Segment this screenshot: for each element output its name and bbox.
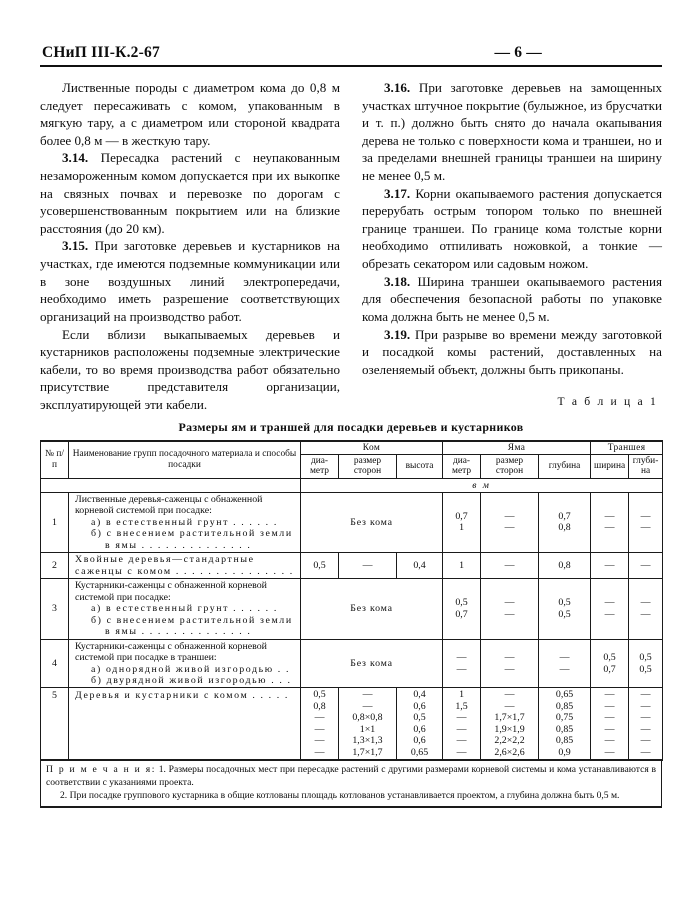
yama-diameter-cell [443,492,481,552]
trench-depth-cell [629,579,663,639]
value: 1,5 [455,700,468,712]
value: 2,6×2,6 [494,746,525,758]
value: 0,65 [555,689,574,701]
value: — [504,522,515,534]
paragraph-number: 3.16. [384,80,411,95]
body-columns [40,79,662,414]
value: 0,5 [413,712,426,724]
trench-depth-cell [629,639,663,688]
value: — [640,746,651,758]
row-name-sub: а) однорядной живой изгородью . . [91,663,291,675]
table-label: Т а б л и ц а 1 [557,395,658,409]
value: 0,5 [639,663,652,675]
value: — [604,510,615,522]
header-yama-depth: глубина [539,454,591,478]
value: — [604,746,615,758]
value: 0,8×0,8 [352,712,383,724]
table-row [41,553,663,579]
header-group-kom: Ком [301,441,443,455]
table-row [41,579,663,639]
table-row [41,688,663,760]
row-name-main: Кустарники-саженцы с обнаженной корневой системой при посадке в траншеи: [75,640,267,664]
value: 0,75 [555,712,574,724]
right-text-column [362,79,662,414]
header-trench-depth: глуби- на [629,454,663,478]
value: 0,85 [555,723,574,735]
kom-sides-cell [339,688,397,760]
value: — [314,712,325,724]
paragraph-text: Корни окапываемого растения допускается перерубать острым топором только по внешней границе траншеи. По границе кома толстые корни необходимо отпиливать ножовкой, а тонкие — обрезать секатором или садовым ножом. [362,185,662,272]
row-name-sub: а) в естественный грунт . . . . . . [91,516,278,528]
value: 0,5 [558,597,571,609]
value: — [604,712,615,724]
paragraph-number: 3.19. [384,326,411,342]
header-yama-sides: размер сторон [481,454,539,478]
page-number: — 6 — [494,44,542,61]
value: — [314,735,325,747]
value: — [640,735,651,747]
value: — [456,652,467,664]
yama-sides-cell [481,579,539,639]
trench-depth-cell [629,492,663,552]
value: — [604,597,615,609]
row-name-sub: б) с внесением растительной земли в ямы . . . . . . . . . . . . . . [91,528,293,551]
notes-lead-label: П р и м е ч а н и я: [46,764,156,776]
yama-depth-cell: 0,8 [539,553,591,579]
paragraph-3-16 [362,79,662,185]
value: 1,7×1,7 [352,746,383,758]
running-head [40,44,662,62]
note-first-line [46,764,656,789]
row-material-name [69,579,301,639]
trench-width-cell [591,579,629,639]
table-header-groups [41,441,663,455]
value: — [604,723,615,735]
trench-width-cell [591,492,629,552]
value: — [504,597,515,609]
value: 1 [459,689,464,701]
value: — [456,663,467,675]
value: 0,5 [603,652,616,664]
value: 1,9×1,9 [494,723,525,735]
value: — [640,689,651,701]
kom-not-applicable: Без кома [301,639,443,688]
yama-depth-cell [539,579,591,639]
row-name-sub: б) с внесением растительной земли в ямы . . . . . . . . . . . . . . [91,614,293,638]
yama-diameter-cell: 1 [443,553,481,579]
row-material-name [69,492,301,552]
header-kom-height: высота [397,454,443,478]
value: — [604,735,615,747]
row-name-main: Кустарники-саженцы с обнаженной корневой системой при посадке: [75,580,267,603]
paragraph-number: 3.18. [384,273,411,289]
value: 1,3×1,3 [352,735,383,747]
note-1-text: 1. Размеры посадочных мест при пересадке растений с другими размерами корневой системы и кома устанавливаются в соответствии с указаниями проекта. [46,764,656,788]
row-name-sub: а) в естественный грунт . . . . . . [91,603,278,615]
row-number: 3 [41,579,69,639]
row-name-sub: б) двурядной живой изгородью . . . [91,675,292,686]
value: — [362,700,373,712]
header-group-trench: Траншея [591,441,663,455]
value: 0,5 [558,608,571,620]
value: — [640,522,651,534]
paragraph-3-18 [362,273,662,326]
value: — [604,608,615,620]
paragraph-text: Если вблизи выкапываемых деревьев и кустарников расположены подземные электрические кабели, то во время производства работ обязательно присутствие представителя организации, эксплуатирующей эти кабели. [40,326,340,412]
paragraph-number: 3.17. [384,185,411,201]
paragraph-text: Пересадка растений с неупакованным незамороженным комом допускается при их выкопке на связных почвах и перевозке по дорогам с усовершенствованным покрытием или на близкие расстояния (до 20 км). [40,150,340,236]
yama-depth-cell [539,688,591,760]
header-kom-diameter: диа- метр [301,454,339,478]
value: 0,5 [639,652,652,664]
row-number: 4 [41,639,69,688]
table-title: Размеры ям и траншей для посадки деревьев и кустарников [178,419,524,434]
value: — [640,723,651,735]
note-2-text: 2. При посадке группового кустарника в общие котлованы площадь котлованов устанавливается проектом, а глубина должна быть 0,5 м. [60,789,620,801]
value: 0,5 [313,689,326,701]
paragraph-cables [40,326,340,414]
header-yama-diameter: диа- метр [443,454,481,478]
table-row [41,492,663,552]
value: — [559,652,570,664]
trench-width-cell: — [591,553,629,579]
value: — [604,522,615,534]
value: 0,85 [555,735,574,747]
left-text-column [40,79,340,414]
value: 0,7 [455,510,468,522]
value: 0,6 [413,700,426,712]
value: 2,2×2,2 [494,735,525,747]
row-number: 5 [41,688,69,760]
value: — [504,652,515,664]
value: 0,6 [413,735,426,747]
trench-depth-cell: — [629,553,663,579]
value: — [640,608,651,620]
value: — [314,746,325,758]
value: 0,8 [558,522,571,534]
value: 1 [459,522,464,534]
paragraph-number: 3.14. [62,150,89,166]
table-notes [40,761,662,808]
value: — [604,689,615,701]
paragraph-text: Ширина траншеи окапываемого растения для обеспечения безопасной работы по упаковке кома должна быть не менее 0,5 м. [362,273,662,324]
units-label: в м [301,478,663,492]
table-units-row [41,478,663,492]
kom-not-applicable: Без кома [301,492,443,552]
value: 0,9 [558,746,571,758]
value: — [604,700,615,712]
yama-diameter-cell [443,579,481,639]
kom-height-cell [397,688,443,760]
value: 1,7×1,7 [494,712,525,724]
value: 0,8 [313,700,326,712]
paragraph-text: При заготовке деревьев на замощенных участках штучное покрытие (булыжное, из брусчатки и т. п.) должно быть снято до начала окапывания дерева не только с поверхности кома и траншеи, но и за пределами внешней границы траншеи на ширину не менее 0,5 м. [362,80,662,184]
paragraph-number: 3.15. [62,238,89,254]
row-name-main: Деревья и кустарники с комом . . . . . [75,690,289,702]
value: — [640,700,651,712]
value: — [504,608,515,620]
value: — [456,723,467,735]
header-kom-sides: размер сторон [339,454,397,478]
value: — [456,712,467,724]
paragraph-text: При разрыве во времени между заготовкой и посадкой комы растений, доставленных на озеленяемый объект, должны быть прикопаны. [362,326,663,377]
value: — [504,510,515,522]
document-code: СНиП III-К.2-67 [42,44,160,61]
yama-depth-cell [539,492,591,552]
kom-not-applicable: Без кома [301,579,443,639]
kom-diameter-cell [301,688,339,760]
yama-sides-cell [481,688,539,760]
row-material-name [69,688,301,760]
paragraph-3-14 [40,149,340,237]
paragraph-3-15 [40,237,340,325]
value: 0,7 [455,608,468,620]
yama-sides-cell: — [481,553,539,579]
value: 0,6 [413,723,426,735]
paragraph-3-19 [362,326,662,379]
yama-depth-cell [539,639,591,688]
sizes-table [40,440,663,762]
yama-diameter-cell [443,688,481,760]
note-2 [46,790,656,802]
yama-diameter-cell [443,639,481,688]
row-number: 2 [41,553,69,579]
header-trench-width: ширина [591,454,629,478]
value: 0,4 [413,689,426,701]
value: 0,5 [455,597,468,609]
value: — [456,735,467,747]
header-row-number: № п/п [41,441,69,479]
trench-width-cell [591,688,629,760]
row-name-main: Лиственные деревья-саженцы с обнаженной корневой системой при посадке: [75,493,263,517]
value: 1×1 [359,723,376,735]
kom-height-cell: 0,4 [397,553,443,579]
yama-sides-cell [481,639,539,688]
row-material-name [69,553,301,579]
value: 0,7 [558,510,571,522]
table-row [41,639,663,688]
value: — [640,510,651,522]
paragraph-text: При заготовке деревьев и кустарников на участках, где имеются подземные коммуникации или в зоне воздушных линий электропередачи, необходимо иметь разрешение соответствующих организаций на производство работ. [40,238,340,324]
value: — [640,597,651,609]
value: — [640,712,651,724]
trench-depth-cell [629,688,663,760]
value: — [314,723,325,735]
value: — [362,689,373,701]
value: — [504,689,515,701]
row-name-main: Хвойные деревья—стандартные саженцы с комом . . . . . . . . . . . . . . . [75,554,294,577]
row-number: 1 [41,492,69,552]
header-material-name: Наименование групп посадочного материала и способы посадки [69,441,301,479]
value: — [504,700,515,712]
value: 0,7 [603,663,616,675]
row-material-name [69,639,301,688]
value: 0,65 [410,746,429,758]
paragraph-text: Лиственные породы с диаметром кома до 0,8 м следует пересаживать с комом, упакованным в мягкую тару, а с диаметром или стороной квадрата более 0,8 м — в жесткую тару. [40,80,340,148]
kom-sides-cell: — [339,553,397,579]
paragraph-lead [40,79,340,149]
yama-sides-cell [481,492,539,552]
value: — [456,746,467,758]
header-rule [40,65,662,67]
kom-diameter-cell: 0,5 [301,553,339,579]
paragraph-3-17 [362,185,662,273]
trench-width-cell [591,639,629,688]
value: — [504,663,515,675]
value: 0,85 [555,700,574,712]
value: — [559,663,570,675]
header-group-yama: Яма [443,441,591,455]
